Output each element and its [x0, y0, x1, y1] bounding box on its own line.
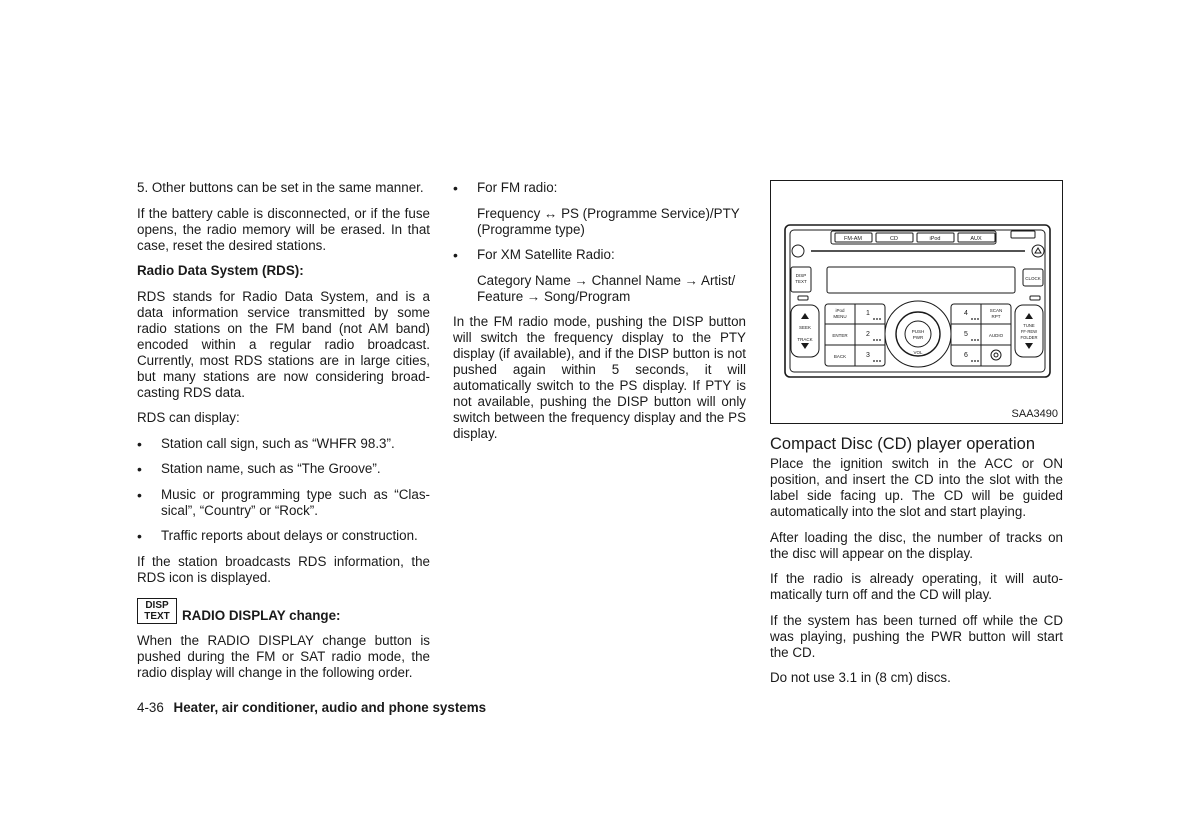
list-item: • Station name, such as “The Groove”.: [137, 461, 430, 477]
middle-column: [453, 180, 746, 452]
rds-bullet-list: [137, 436, 430, 545]
rds-paragraph: RDS stands for Radio Data System, and is a data information service transmitted by some radio stations on the FM band (not AM band) encoded within a regular radio broadcast. Currently, most RDS stations are in large cities, but many stations are now considering broadcasting RDS data.: [137, 288, 430, 400]
cd-section-title: Compact Disc (CD) player operation: [770, 435, 1036, 453]
page-number: 4-36: [137, 700, 164, 715]
preset-5: 5: [964, 331, 968, 338]
preset-2: 2: [866, 331, 870, 338]
display-order-list: [453, 180, 746, 196]
preset-3: 3: [866, 352, 870, 359]
figure-label: SAA3490: [1011, 408, 1058, 420]
list-item-5: 5. Other buttons can be set in the same manner.: [137, 180, 424, 195]
enter-label: ENTER: [832, 333, 848, 338]
radio-display-title: RADIO DISPLAY change:: [182, 607, 341, 623]
rds-icon-paragraph: If the station broadcasts RDS information, the RDS icon is displayed.: [137, 553, 430, 585]
text-label: TEXT: [795, 279, 807, 284]
disp-text-button-icon: DISP TEXT: [137, 598, 177, 624]
back-label: BACK: [833, 354, 847, 359]
fm-sequence: Frequency ↔ PS (Programme Service)/PTY (Programme type): [477, 205, 740, 237]
cd-paragraph-4: If the system has been turned off while the CD was playing, pushing the PWR button will start the CD.: [770, 612, 1063, 660]
right-column: [770, 180, 1063, 696]
scan-label: SCAN: [989, 308, 1003, 313]
aux-label: AUX: [970, 236, 982, 242]
radio-unit-figure: [770, 180, 1063, 424]
vol-label: VOL: [913, 350, 923, 355]
preset-4: 4: [964, 310, 968, 317]
radio-display-paragraph: When the RADIO DISPLAY change button is pushed during the FM or SAT radio mode, the radio display will change in the following order.: [137, 633, 430, 680]
clock-label: CLOCK: [1025, 276, 1041, 281]
left-column: [137, 180, 430, 691]
page-footer: [137, 700, 486, 716]
radio-display-heading: [137, 598, 430, 624]
cd-paragraph-1: Place the ignition switch in the ACC or ON position, and insert the CD into the slot with the label side facing up. The CD will be guided automatically into the slot and start playing.: [770, 456, 1063, 519]
ff-rew-label: FF·REW: [1020, 329, 1038, 334]
xm-sequence: Category Name → Channel Name → Artist/ Feature → Song/Program: [477, 272, 736, 304]
rds-can-display: RDS can display:: [137, 410, 240, 425]
ipod-label: iPod: [929, 236, 941, 242]
battery-paragraph: If the battery cable is disconnected, or if the fuse opens, the radio memory will be erased. In that case, reset the desired stations.: [137, 205, 430, 253]
preset-1: 1: [866, 310, 870, 317]
seek-label: SEEK: [798, 325, 812, 330]
pwr-label: PWR: [912, 335, 924, 340]
ipod-menu-label-2: MENU: [833, 314, 847, 319]
list-item: • Station call sign, such as “WHFR 98.3”.: [137, 436, 430, 452]
push-label: PUSH: [911, 329, 925, 334]
track-label: TRACK: [797, 337, 813, 342]
ipod-menu-label-1: iPod: [835, 308, 845, 313]
folder-label: FOLDER: [1020, 335, 1038, 340]
cd-label: CD: [890, 236, 898, 242]
fm-mode-paragraph: In the FM radio mode, pushing the DISP button will switch the frequency display to the PTY display (if available), and if the DISP button is not pushed again within 5 seconds, it will automatically switch to the PS display. If PTY is not available, pushing the DISP button will only switch between the frequency display and the PS display.: [453, 314, 746, 441]
list-item: • Traffic reports about delays or construction.: [137, 528, 430, 544]
cd-paragraph-3: If the radio is already operating, it will automatically turn off and the CD will play.: [770, 571, 1063, 602]
cd-paragraph-5: Do not use 3.1 in (8 cm) discs.: [770, 670, 951, 685]
list-item: • Music or programming type such as “Classical”, “Country” or “Rock”.: [137, 487, 430, 519]
chapter-title: Heater, air conditioner, audio and phone systems: [173, 700, 487, 715]
rds-heading: Radio Data System (RDS):: [137, 263, 304, 278]
fm-am-label: FM-AM: [843, 236, 863, 242]
rpt-label: RPT: [991, 314, 1001, 319]
tune-label: TUNE: [1023, 323, 1035, 328]
list-item-xm: • For XM Satellite Radio:: [453, 247, 746, 263]
preset-6: 6: [964, 352, 968, 359]
audio-label: AUDIO: [988, 333, 1004, 338]
disp-label: DISP: [795, 273, 807, 278]
radio-unit-illustration: [771, 181, 1064, 425]
cd-paragraph-2: After loading the disc, the number of tracks on the disc will appear on the display.: [770, 529, 1063, 561]
list-item-fm: • For FM radio:: [453, 180, 746, 196]
